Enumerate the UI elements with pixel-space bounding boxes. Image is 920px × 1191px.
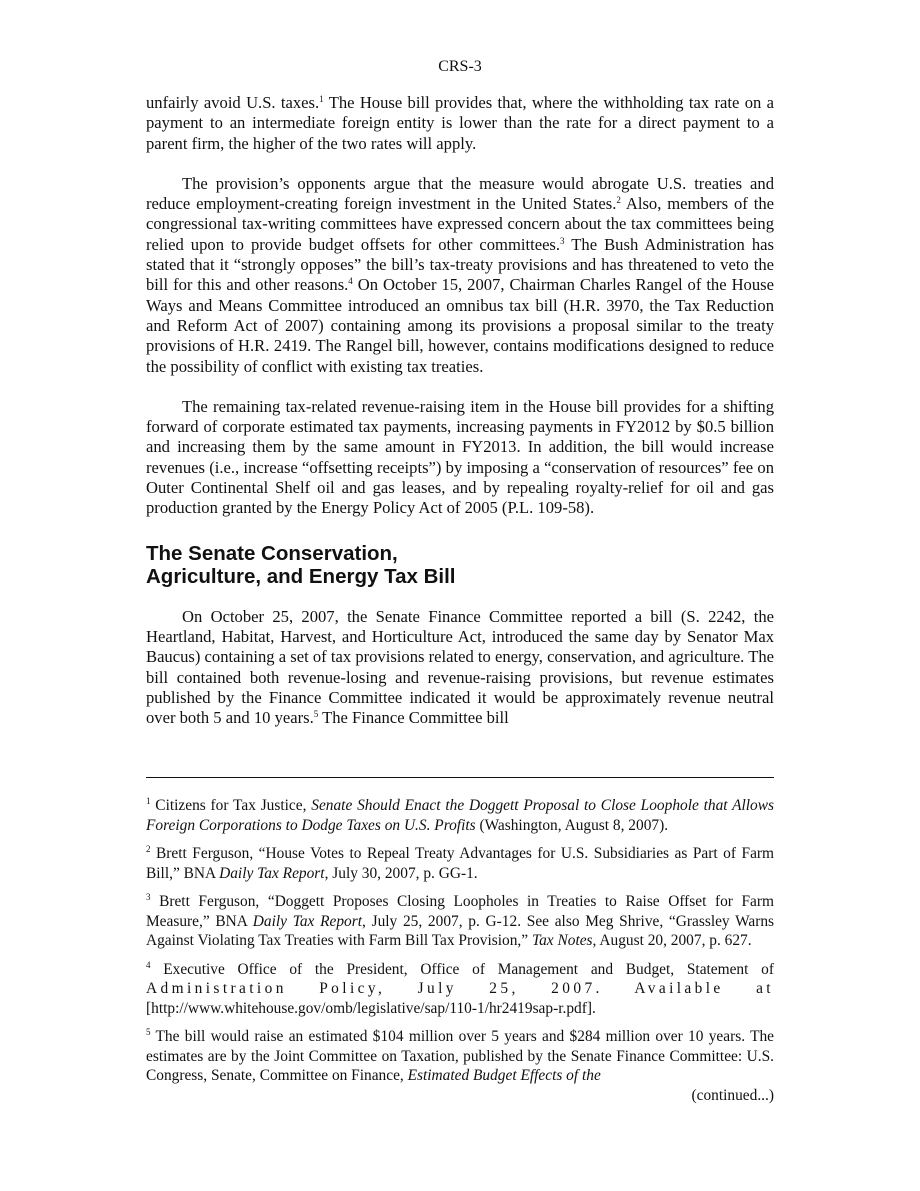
footnote-number: 1 (146, 796, 151, 806)
footnote-4-url[interactable]: [http://www.whitehouse.gov/omb/legislative/sap/110-1/hr2419sap-r.pdf]. (146, 999, 596, 1017)
text-run: unfairly avoid U.S. taxes. (146, 93, 320, 112)
footnote-ref-1[interactable]: 1 (319, 94, 324, 104)
footnote-ref-5[interactable]: 5 (313, 709, 319, 720)
citation-title: Daily Tax Report (252, 912, 362, 930)
footnote-3 (146, 892, 774, 951)
footnote-5 (146, 1027, 774, 1086)
text-run: The provision’s opponents argue that the measure would abrogate U.S. treaties and reduce employment-creating foreign investment in the United States. (146, 173, 774, 214)
text-run: , July 30, 2007, p. GG-1. (324, 864, 478, 882)
footnote-number: 2 (146, 844, 151, 854)
paragraph-4 (146, 607, 774, 729)
citation-title: Estimated Budget Effects of the (407, 1067, 601, 1084)
paragraph-3: The remaining tax-related revenue-raising item in the House bill provides for a shifting forward of corporate estimated tax payments, increasing payments in FY2012 by $0.5 billion and increasing them by the same amount in FY2013. In addition, the bill would increase revenues (i.e., increase “offsetting receipts”) by imposing a “conservation of resources” fee on Outer Continental Shelf oil and gas leases, and by repealing royalty-relief for oil and gas production granted by the Energy Policy Act of 2005 (P.L. 109-58). (146, 396, 774, 518)
paragraph-2 (146, 174, 774, 377)
text-run: On October 25, 2007, the Senate Finance Committee reported a bill (S. 2242, the Heartland, Habitat, Harvest, and Horticulture Act, introduced the same day by Senator Max Baucus) containing a set of tax provisions related to energy, conservation, and agriculture. The bill contained both revenue-losing and revenue-raising provisions, but revenue estimates published by the Finance Committee indicated it would be approximately revenue neutral over both 5 and 10 years. (146, 606, 774, 728)
text-run: The Bush Administration has stated that it “strongly opposes” the bill’s tax-treaty provisions and has threatened to veto the bill for this and other reasons. (146, 234, 774, 295)
text-run: Citizens for Tax Justice, (150, 797, 312, 814)
footnote-4-line-1 (146, 960, 774, 980)
section-heading (146, 542, 774, 588)
heading-line-2: Agriculture, and Energy Tax Bill (146, 564, 456, 588)
text-run: On October 15, 2007, Chairman Charles Rangel of the House Ways and Means Committee introduced an omnibus tax bill (H.R. 3970, the Tax Reduction and Reform Act of 2007) containing among its provisions a proposal similar to the treaty provisions of H.R. 2419. The Rangel bill, however, contains modifications designed to reduce the possibility of conflict with existing tax treaties. (146, 275, 774, 376)
text-run: The bill would raise an estimated $104 million over 5 years and $284 million over 10 years. The estimates are by the Joint Committee on Taxation, published by the Senate Finance Committee: U.S. Congress, Senate, Committee on Finance, (146, 1028, 774, 1084)
footnote-ref-2[interactable]: 2 (616, 195, 621, 206)
footnote-ref-3[interactable]: 3 (560, 235, 565, 246)
footnote-ref-4[interactable]: 4 (348, 276, 353, 287)
footnote-number: 5 (146, 1027, 151, 1037)
text-run: , July 25, 2007, p. G-12. See also Meg Shrive, “Grassley Warns Against Violating Tax Treaties with Farm Bill Tax Provision,” (146, 912, 775, 949)
body-text (146, 93, 774, 728)
text-run: Also, members of the congressional tax-writing committees have expressed concern about the tax committees being relied upon to provide budget offsets for other committees. (146, 194, 774, 254)
footnote-1 (146, 796, 774, 835)
continued-marker: (continued...) (691, 1086, 774, 1104)
text-run: , August 20, 2007, p. 627. (592, 932, 752, 949)
paragraph-1 (146, 93, 774, 154)
heading-line-1: The Senate Conservation, (146, 541, 398, 565)
footnote-divider (146, 777, 774, 778)
text-run: The House bill provides that, where the withholding tax rate on a payment to an intermediate foreign entity is lower than the rate for a direct payment to a parent firm, the higher of the two rates will apply. (146, 93, 774, 153)
footnote-4-line-2: Administration Policy, July 25, 2007. Available at (146, 980, 774, 997)
footnote-number: 4 (146, 959, 151, 970)
text-run: The Finance Committee bill (318, 708, 509, 728)
page-header: CRS-3 (438, 58, 482, 75)
citation-title: Tax Notes (531, 932, 593, 949)
text-run: (Washington, August 8, 2007). (475, 816, 669, 834)
citation-title: Senate Should Enact the Doggett Proposal to Close Loophole that Allows Foreign Corporations to Dodge Taxes on U.S. Profits (146, 797, 774, 834)
footnote-2 (146, 844, 774, 883)
citation-title: Daily Tax Report (219, 864, 325, 882)
footnotes (146, 796, 774, 1105)
text-run: Brett Ferguson, “Doggett Proposes Closing Loopholes in Treaties to Raise Offset for Farm Measure,” BNA (146, 893, 774, 930)
footnote-number: 3 (146, 892, 151, 902)
text-run: Brett Ferguson, “House Votes to Repeal Treaty Advantages for U.S. Subsidiaries as Part of Farm Bill,” BNA (146, 845, 774, 882)
text-run: Executive Office of the President, Office of Management and Budget, Statement of (150, 960, 774, 978)
footnote-4 (146, 960, 774, 1019)
